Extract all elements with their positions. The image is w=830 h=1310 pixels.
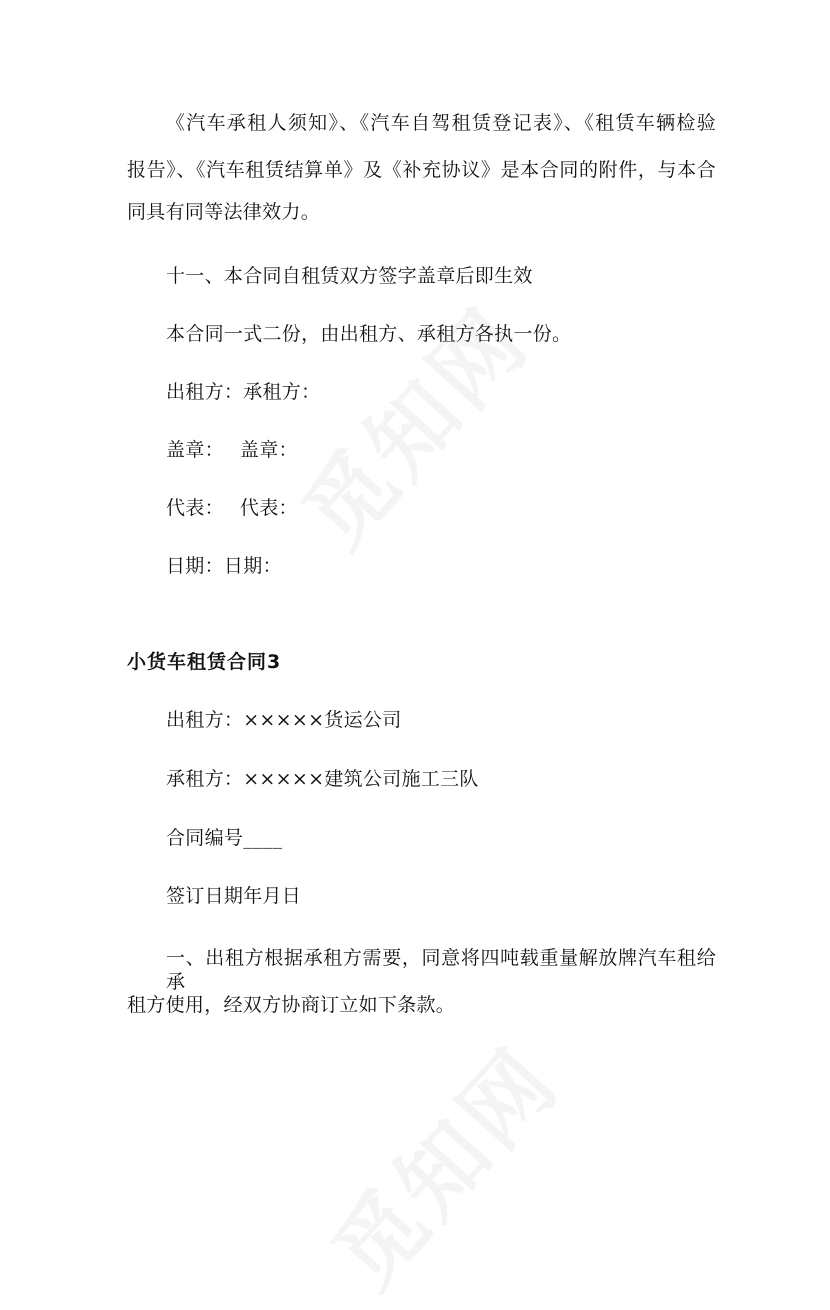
representative-line: [166, 496, 298, 520]
date-line: 日期：日期：: [166, 555, 282, 577]
watermark: [270, 276, 552, 570]
signing-date-line: 签订日期年月日: [166, 885, 302, 907]
lessor-line: 出租方：×××××货运公司: [166, 709, 402, 731]
lessor-lessee-signature-line: 出租方：承租方：: [166, 381, 321, 403]
clause-one-line-1: 一、出租方根据承租方需要，同意将四吨载重量解放牌汽车租给承: [166, 947, 716, 993]
seal-label-lessee: 盖章：: [239, 439, 298, 461]
clause-eleven: 十一、本合同自租赁双方签字盖章后即生效: [166, 265, 533, 287]
copies-statement: 本合同一式二份，由出租方、承租方各执一份。: [166, 323, 572, 345]
attachment-paragraph-line-2: 报告》、《汽车租赁结算单》及《补充协议》是本合同的附件，与本合: [127, 159, 716, 181]
section-heading: 小货车租赁合同3: [127, 651, 282, 673]
attachment-paragraph-line-1: 《汽车承租人须知》、《汽车自驾租赁登记表》、《租赁车辆检验: [166, 112, 716, 134]
attachment-paragraph-line-3: 同具有同等法律效力。: [127, 201, 321, 223]
watermark-bottom: [300, 1016, 582, 1310]
seal-line: [166, 438, 298, 462]
representative-label-lessee: 代表：: [239, 497, 298, 519]
clause-one-line-2: 租方使用，经双方协商订立如下条款。: [127, 994, 456, 1016]
lessee-line: 承租方：×××××建筑公司施工三队: [166, 768, 479, 790]
contract-number-line: 合同编号____: [166, 827, 283, 849]
representative-label-lessor: 代表：: [166, 497, 224, 519]
seal-label-lessor: 盖章：: [166, 439, 224, 461]
